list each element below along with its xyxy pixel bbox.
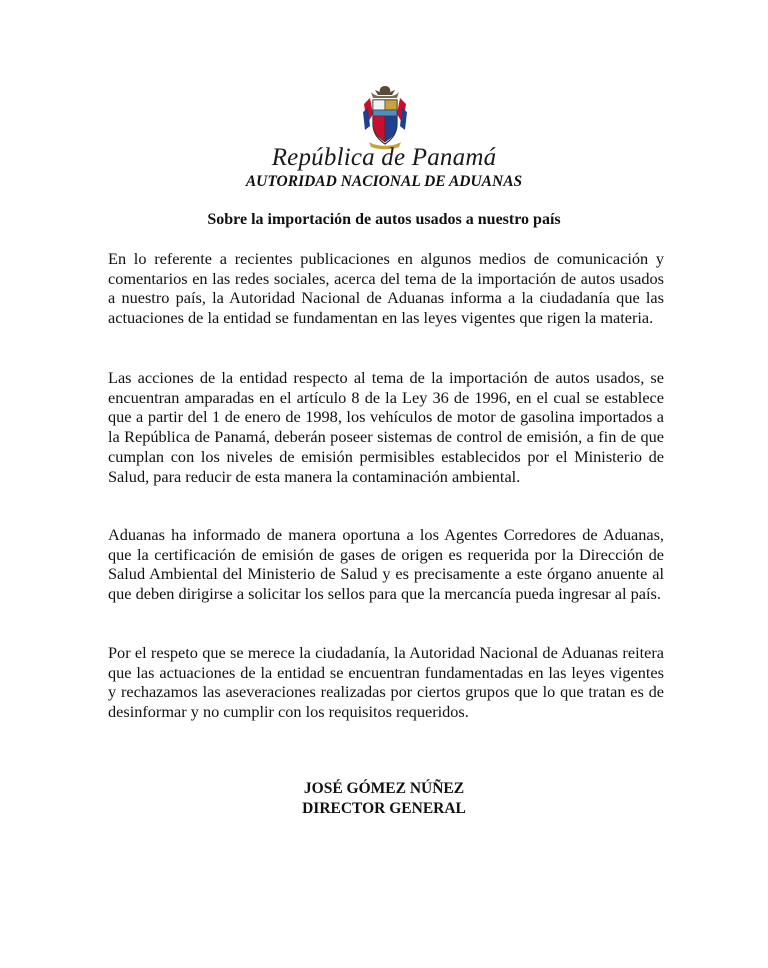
paragraph-4: Por el respeto que se merece la ciudadanía, la Autoridad Nacional de Aduanas reitera que las actuaciones de la entidad se encuentran fundamentadas en las leyes vigentes y rechazamos las aseveraciones realizadas por ciertos grupos que lo que tratan es de desinformar y no cumplir con los requisitos requeridos. — [108, 643, 664, 722]
signature-name: JOSÉ GÓMEZ NÚÑEZ — [303, 780, 465, 797]
header-title: República de Panamá — [271, 144, 497, 171]
signature-title: DIRECTOR GENERAL — [302, 800, 466, 817]
paragraph-2: Las acciones de la entidad respecto al tema de la importación de autos usados, se encuentran amparadas en el artículo 8 de la Ley 36 de 1996, en el cual se establece que a partir del 1 de enero de 1998, los vehículos de motor de gasolina importados a la República de Panamá, deberán poseer sistemas de control de emisión, a fin de que cumplan con los niveles de emisión permisibles establecidos por el Ministerio de Salud, para reducir de esta manera la contaminación ambiental. — [108, 368, 664, 486]
document-subject: Sobre la importación de autos usados a nuestro país — [207, 211, 561, 228]
paragraph-1: En lo referente a recientes publicaciones en algunos medios de comunicación y comentarios en las redes sociales, acerca del tema de la importación de autos usados a nuestro país, la Autoridad Nacional de Aduanas informa a la ciudadanía que las actuaciones de la entidad se fundamentan en las leyes vigentes que rigen la materia. — [108, 249, 664, 328]
header-subtitle: AUTORIDAD NACIONAL DE ADUANAS — [245, 173, 523, 190]
panama-coat-of-arms-icon — [361, 84, 409, 150]
paragraph-3: Aduanas ha informado de manera oportuna a los Agentes Corredores de Aduanas, que la certificación de emisión de gases de origen es requerida por la Dirección de Salud Ambiental del Ministerio de Salud y es precisamente a este órgano anuente al que deben dirigirse a solicitar los sellos para que la mercancía pueda ingresar al país. — [108, 525, 664, 604]
